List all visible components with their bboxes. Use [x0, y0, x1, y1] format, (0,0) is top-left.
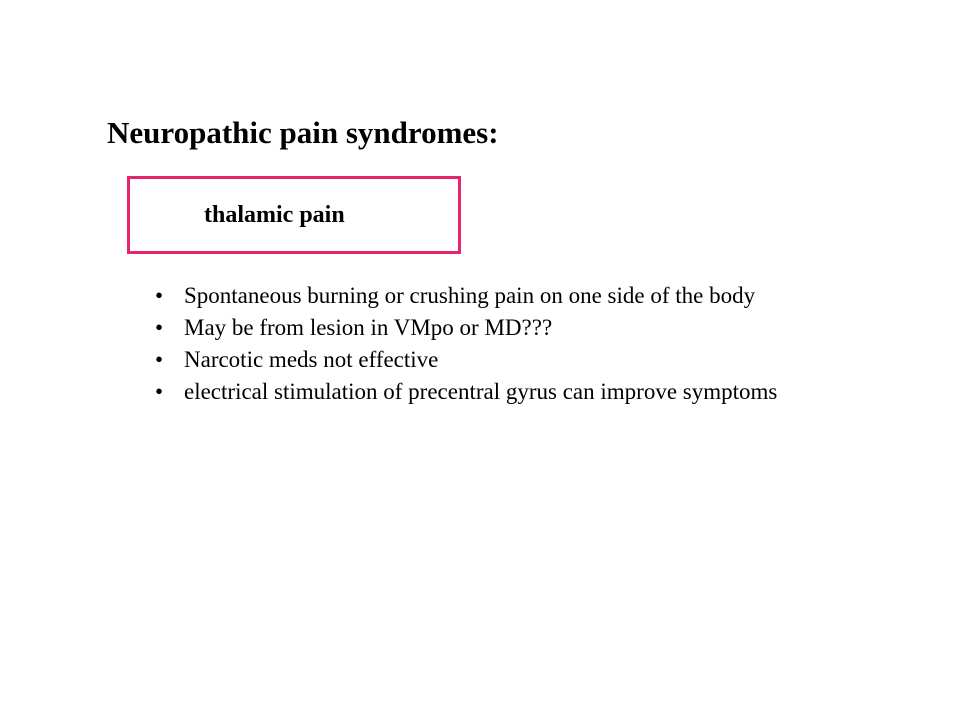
- box-label: thalamic pain: [204, 202, 345, 228]
- bullet-text: Spontaneous burning or crushing pain on one side of the body: [184, 283, 756, 308]
- highlight-box: [127, 176, 461, 254]
- bullet-text: Narcotic meds not effective: [184, 347, 439, 372]
- bullet-icon: •: [155, 315, 164, 340]
- bullet-item: [155, 312, 835, 344]
- bullet-text: electrical stimulation of precentral gyrus can improve symptoms: [184, 379, 778, 404]
- bullet-icon: •: [155, 283, 164, 308]
- bullet-list: [155, 280, 835, 408]
- bullet-item: [155, 280, 835, 312]
- bullet-icon: •: [155, 379, 164, 404]
- slide-title: Neuropathic pain syndromes:: [107, 115, 499, 150]
- bullet-icon: •: [155, 347, 164, 372]
- bullet-item: [155, 376, 835, 408]
- bullet-text: May be from lesion in VMpo or MD???: [184, 315, 553, 340]
- bullet-item: [155, 344, 835, 376]
